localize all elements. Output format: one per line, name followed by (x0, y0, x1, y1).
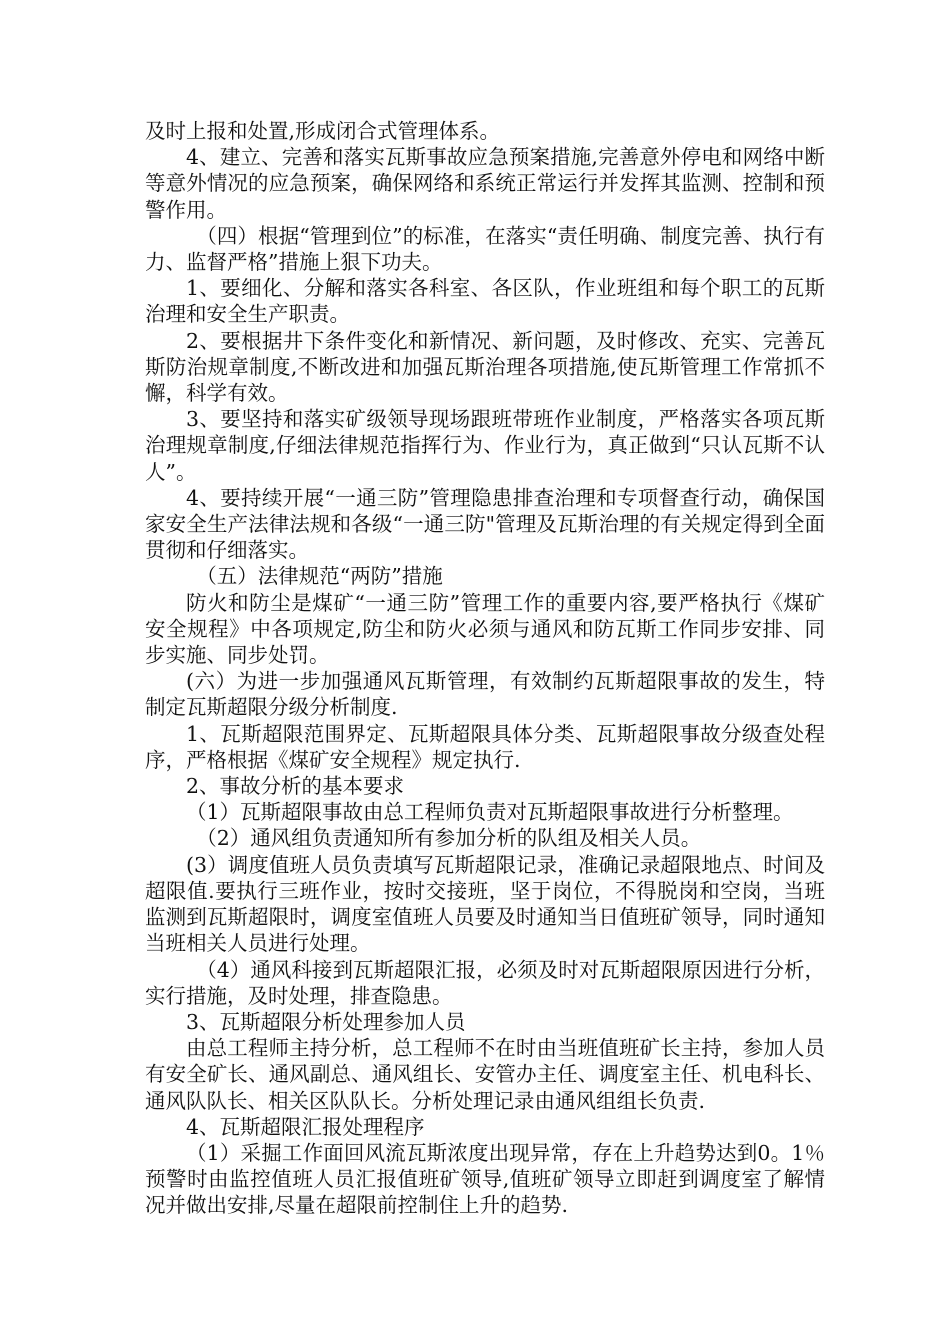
paragraph-14: （2）通风组负责通知所有参加分析的队组及相关人员。 (196, 826, 702, 851)
document-body (145, 118, 825, 1219)
paragraph-9: 防火和防尘是煤矿“一通三防”管理工作的重要内容,要严格执行《煤矿安全规程》中各项规定,防尘和防火必须与通风和防瓦斯工作同步安排、同步实施、同步处罚。 (145, 590, 825, 668)
paragraph-19: 4、瓦斯超限汇报处理程序 (186, 1114, 425, 1139)
paragraph-15: (3）调度值班人员负责填写瓦斯超限记录，准确记录超限地点、时间及超限值.要执行三班作业，按时交接班，坚于岗位，不得脱岗和空岗，当班监测到瓦斯超限时，调度室值班人员要及时通知当日值班矿领导，同时通知当班相关人员进行处理。 (145, 852, 825, 956)
paragraph-1: 及时上报和处置,形成闭合式管理体系。 (145, 119, 501, 143)
paragraph-7: 4、要持续开展“一通三防”管理隐患排查治理和专项督查行动，确保国家安全生产法律法规和各级“一通三防"管理及瓦斯治理的有关规定得到全面贯彻和仔细落实。 (145, 485, 825, 563)
paragraph-4: 1、要细化、分解和落实各科室、各区队，作业班组和每个职工的瓦斯治理和安全生产职责。 (145, 276, 825, 327)
paragraph-20: （1）采掘工作面回风流瓦斯浓度出现异常，存在上升趋势达到0。1％预警时由监控值班人员汇报值班矿领导,值班矿领导立即赶到调度室了解情况并做出安排,尽量在超限前控制住上升的趋势. (145, 1140, 825, 1218)
paragraph-17: 3、瓦斯超限分析处理参加人员 (186, 1009, 466, 1034)
paragraph-10: (六）为进一步加强通风瓦斯管理，有效制约瓦斯超限事故的发生，特制定瓦斯超限分级分析制度. (145, 669, 825, 720)
paragraph-3: （四）根据“管理到位”的标准，在落实“责任明确、制度完善、执行有力、监督严格”措施上狠下功夫。 (145, 223, 825, 275)
paragraph-13: （1）瓦斯超限事故由总工程师负责对瓦斯超限事故进行分析整理。 (186, 800, 794, 825)
paragraph-5: 2、要根据井下条件变化和新情况、新问题，及时修改、充实、完善瓦斯防治规章制度,不断改进和加强瓦斯治理各项措施,使瓦斯管理工作常抓不懈，科学有效。 (145, 328, 825, 406)
paragraph-12: 2、事故分析的基本要求 (186, 774, 405, 799)
paragraph-16: （4）通风科接到瓦斯超限汇报，必须及时对瓦斯超限原因进行分析，实行措施，及时处理，排查隐患。 (145, 957, 825, 1008)
paragraph-2: 4、建立、完善和落实瓦斯事故应急预案措施,完善意外停电和网络中断等意外情况的应急预案，确保网络和系统正常运行并发挥其监测、控制和预警作用。 (145, 145, 825, 222)
paragraph-11: 1、瓦斯超限范围界定、瓦斯超限具体分类、瓦斯超限事故分级查处程序，严格根据《煤矿安全规程》规定执行. (145, 721, 825, 772)
paragraph-8: （五）法律规范“两防”措施 (196, 564, 443, 589)
paragraph-6: 3、要坚持和落实矿级领导现场跟班带班作业制度，严格落实各项瓦斯治理规章制度,仔细法律规范指挥行为、作业行为，真正做到“只认瓦斯不认人”。 (145, 407, 825, 484)
paragraph-18: 由总工程师主持分析，总工程师不在时由当班值班矿长主持，参加人员有安全矿长、通风副总、通风组长、安管办主任、调度室主任、机电科长、通风队队长、相关区队队长。分析处理记录由通风组组长负责. (145, 1036, 825, 1113)
